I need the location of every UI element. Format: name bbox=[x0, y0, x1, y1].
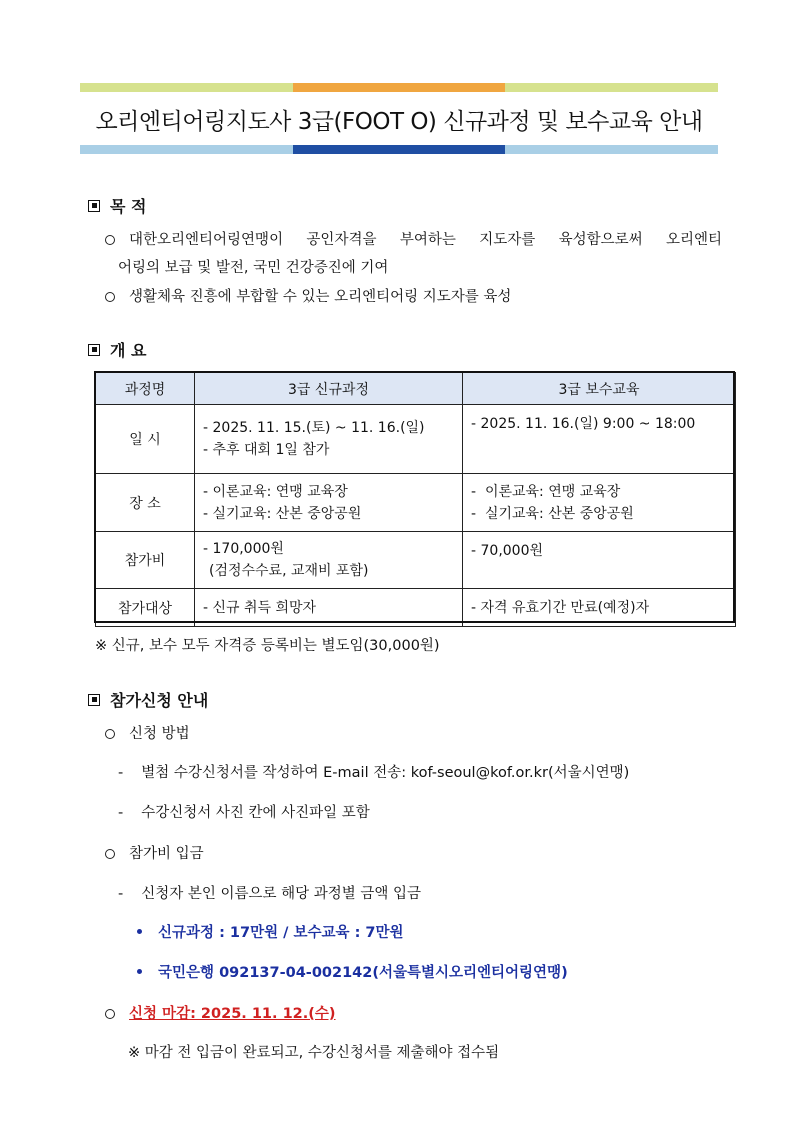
section-overview-heading: 개 요 bbox=[88, 338, 146, 361]
document-title: 오리엔티어링지도사 3급(FOOT O) 신규과정 및 보수교육 안내 bbox=[95, 108, 703, 135]
renewal-cell: - 자격 유효기간 만료(예정)자 bbox=[463, 589, 736, 627]
payment-title: 참가비 입금 bbox=[105, 842, 204, 863]
section-application-heading: 참가신청 안내 bbox=[88, 688, 208, 711]
title-top-bar bbox=[80, 83, 718, 92]
payment-bullet-1: 신규과정 : 17만원 / 보수교육 : 7만원 bbox=[137, 921, 404, 942]
table-row-fee bbox=[96, 532, 736, 589]
table-row-location bbox=[96, 474, 736, 532]
renewal-cell: - 2025. 11. 16.(일) 9:00 ~ 18:00 bbox=[463, 405, 736, 474]
overview-table bbox=[95, 372, 736, 627]
new-course-cell: - 170,000원 (검정수수료, 교재비 포함) bbox=[195, 532, 463, 589]
method-title: 신청 방법 bbox=[105, 722, 190, 743]
square-bullet-icon bbox=[88, 344, 100, 356]
table-row-target bbox=[96, 589, 736, 627]
section-purpose-heading: 목 적 bbox=[88, 194, 146, 217]
new-course-cell: - 신규 취득 희망자 bbox=[195, 589, 463, 627]
deadline-text: 신청 마감: 2025. 11. 12.(수) bbox=[129, 1006, 336, 1022]
header-course: 과정명 bbox=[96, 373, 195, 405]
circle-bullet-icon bbox=[105, 849, 115, 859]
purpose-item-2: 생활체육 진흥에 부합할 수 있는 오리엔티어링 지도자를 육성 bbox=[105, 285, 511, 306]
row-label: 장 소 bbox=[96, 474, 195, 532]
row-label: 참가대상 bbox=[96, 589, 195, 627]
circle-bullet-icon bbox=[105, 292, 115, 302]
new-course-cell: - 이론교육: 연맹 교육장 - 실기교육: 산본 중앙공원 bbox=[195, 474, 463, 532]
renewal-cell: - 이론교육: 연맹 교육장 - 실기교육: 산본 중앙공원 bbox=[463, 474, 736, 532]
circle-bullet-icon bbox=[105, 1009, 115, 1019]
new-course-cell: - 2025. 11. 15.(토) ~ 11. 16.(일) - 추후 대회 1일 참가 bbox=[195, 405, 463, 474]
title-bottom-bar bbox=[80, 145, 718, 154]
row-label: 일 시 bbox=[96, 405, 195, 474]
method-item-1: - 별첨 수강신청서를 작성하여 E-mail 전송: kof-seoul@kof.or.kr(서울시연맹) bbox=[118, 765, 630, 781]
payment-item: - 신청자 본인 이름으로 해당 과정별 금액 입금 bbox=[118, 886, 422, 902]
payment-bullet-2: 국민은행 092137-04-002142(서울특별시오리엔티어링연맹) bbox=[137, 961, 568, 982]
final-note: ※ 마감 전 입금이 완료되고, 수강신청서를 제출해야 접수됨 bbox=[128, 1045, 500, 1061]
header-renewal: 3급 보수교육 bbox=[463, 373, 736, 405]
table-header-row bbox=[96, 373, 736, 405]
header-new-course: 3급 신규과정 bbox=[195, 373, 463, 405]
method-item-2: - 수강신청서 사진 칸에 사진파일 포함 bbox=[118, 805, 370, 821]
deadline-line bbox=[105, 1002, 336, 1023]
square-bullet-icon bbox=[88, 200, 100, 212]
dot-bullet-icon bbox=[137, 969, 142, 974]
row-label: 참가비 bbox=[96, 532, 195, 589]
dot-bullet-icon bbox=[137, 929, 142, 934]
circle-bullet-icon bbox=[105, 729, 115, 739]
table-row-schedule bbox=[96, 405, 736, 474]
purpose-item-1: 대한오리엔티어링연맹이 공인자격을 부여하는 지도자를 육성함으로써 오리엔티 bbox=[105, 228, 722, 249]
square-bullet-icon bbox=[88, 694, 100, 706]
overview-note: ※ 신규, 보수 모두 자격증 등록비는 별도임(30,000원) bbox=[95, 638, 440, 654]
circle-bullet-icon bbox=[105, 235, 115, 245]
purpose-item-1-cont: 어링의 보급 및 발전, 국민 건강증진에 기여 bbox=[118, 260, 389, 276]
renewal-cell: - 70,000원 bbox=[463, 532, 736, 589]
